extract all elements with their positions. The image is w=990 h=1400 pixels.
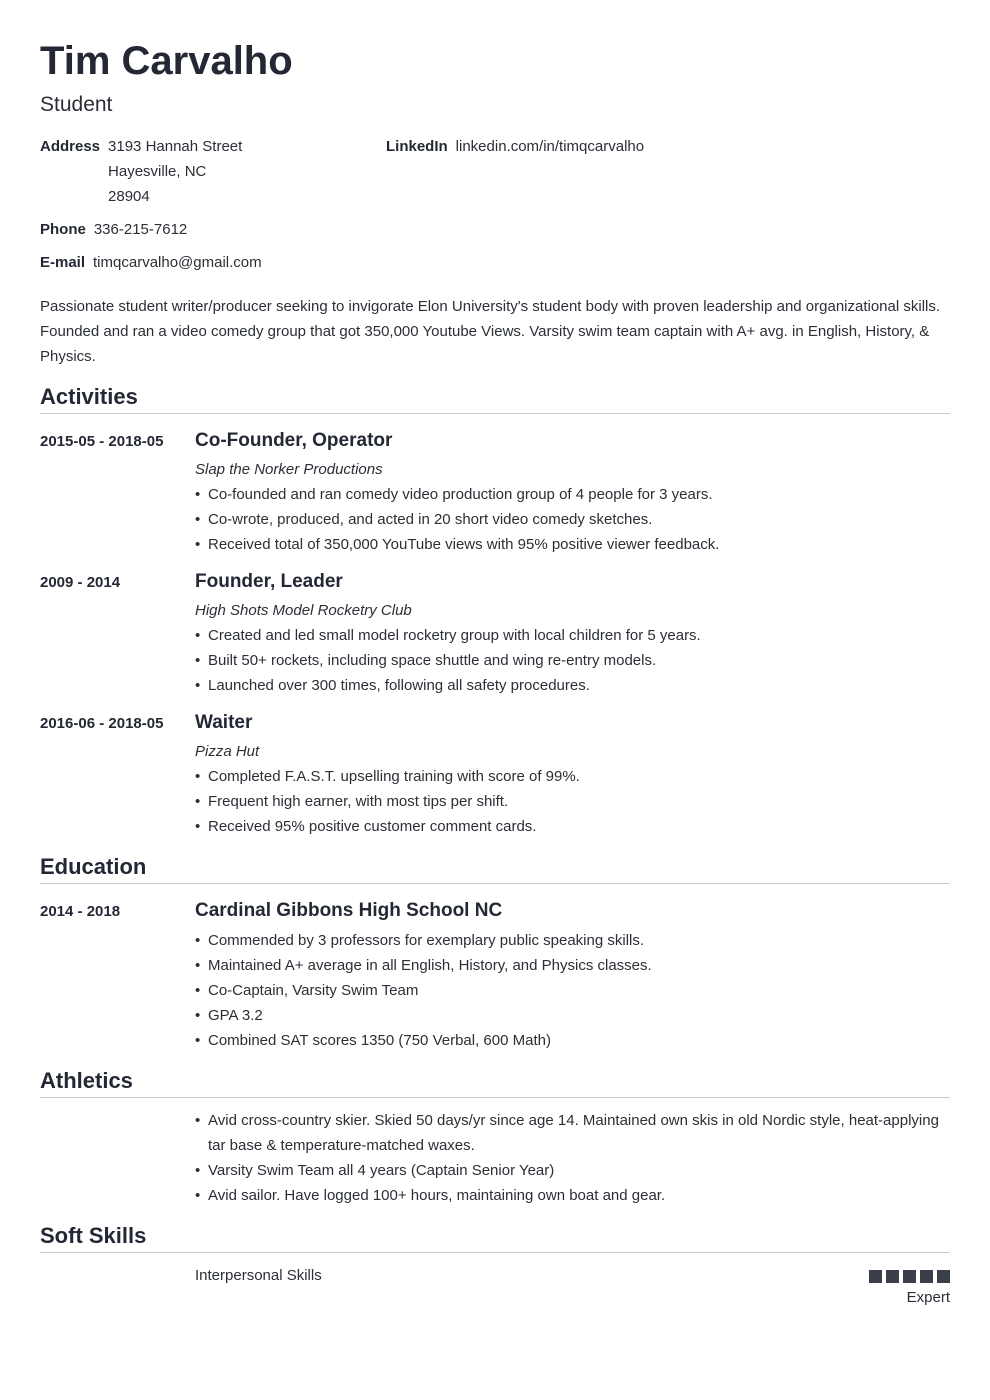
bullet-item: • Varsity Swim Team all 4 years (Captain Senior Year) [195,1158,950,1183]
athletics-entry [40,1108,950,1208]
bullet-item: • Built 50+ rockets, including space shuttle and wing re-entry models. [195,648,950,673]
activity-entry [40,710,950,839]
bullet-list [195,482,950,557]
phone-value: 336-215-7612 [93,221,188,238]
linkedin-row [386,134,644,159]
education-heading: Education [40,853,950,884]
email-row [40,250,262,275]
entry-date: 2014 - 2018 [40,903,121,920]
activities-heading: Activities [40,383,950,414]
bullet-item: • GPA 3.2 [195,1003,950,1028]
entry-date: 2015-05 - 2018-05 [40,433,164,450]
phone-row [40,217,187,242]
bullet-item: • Commended by 3 professors for exemplary public speaking skills. [195,928,950,953]
soft-skills-heading: Soft Skills [40,1222,950,1253]
entry-title: Founder, Leader [195,571,343,592]
address-row [40,134,242,209]
linkedin-link[interactable]: linkedin.com/in/timqcarvalho [455,138,645,155]
bullet-item: • Received 95% positive customer comment cards. [195,814,950,839]
bullet-item: • Combined SAT scores 1350 (750 Verbal, 600 Math) [195,1028,950,1053]
contact-block [40,134,950,274]
rating-square [937,1270,950,1283]
summary-paragraph: Passionate student writer/producer seeking to invigorate Elon University's student body with proven leadership and organizational skills. Founded and ran a video comedy group that got 350,000 Youtube Views. Varsity swim team captain with A+ avg. in English, History, & Physics. [40,298,941,365]
bullet-item: • Avid cross-country skier. Skied 50 days/yr since age 14. Maintained own skis in old Nordic style, heat-applying tar base & temperature-matched waxes. [195,1108,950,1158]
bullet-item: • Maintained A+ average in all English, History, and Physics classes. [195,953,950,978]
entry-date: 2009 - 2014 [40,574,121,591]
bullet-item: • Completed F.A.S.T. upselling training with score of 99%. [195,764,950,789]
candidate-name: Tim Carvalho [40,39,293,83]
entry-organization: High Shots Model Rocketry Club [195,602,412,619]
address-line: Hayesville, NC [108,163,207,180]
rating-square [869,1270,882,1283]
bullet-item: • Received total of 350,000 YouTube views with 95% positive viewer feedback. [195,532,950,557]
rating-square [920,1270,933,1283]
bullet-item: • Launched over 300 times, following all safety procedures. [195,673,950,698]
email-value[interactable]: timqcarvalho@gmail.com [93,254,262,271]
bullet-item: • Co-founded and ran comedy video production group of 4 people for 3 years. [195,482,950,507]
rating-dots [869,1270,950,1283]
athletics-heading: Athletics [40,1067,950,1098]
entry-date: 2016-06 - 2018-05 [40,715,164,732]
address-label: Address [40,138,101,155]
activity-entry [40,569,950,698]
email-label: E-mail [40,254,86,271]
rating-square [903,1270,916,1283]
linkedin-label: LinkedIn [386,138,448,155]
bullet-list [195,764,950,839]
bullet-item: • Co-wrote, produced, and acted in 20 short video comedy sketches. [195,507,950,532]
bullet-item: • Avid sailor. Have logged 100+ hours, maintaining own boat and gear. [195,1183,950,1208]
entry-organization: Pizza Hut [195,743,260,760]
bullet-item: • Frequent high earner, with most tips per shift. [195,789,950,814]
entry-title: Co-Founder, Operator [195,430,393,451]
activity-entry [40,428,950,557]
bullet-item: • Co-Captain, Varsity Swim Team [195,978,950,1003]
skill-row [40,1265,950,1308]
bullet-list [195,928,950,1053]
skill-level: Expert [906,1289,950,1306]
address-line: 3193 Hannah Street [108,138,243,155]
phone-label: Phone [40,221,86,238]
skill-name: Interpersonal Skills [195,1267,322,1284]
skill-rating [869,1265,950,1308]
bullet-list [195,623,950,698]
entry-organization: Slap the Norker Productions [195,461,383,478]
entry-title: Cardinal Gibbons High School NC [195,900,503,921]
address-line: 28904 [108,188,150,205]
rating-square [886,1270,899,1283]
address-lines [108,134,242,209]
education-entry [40,898,950,1053]
candidate-title: Student [40,93,113,116]
bullet-item: • Created and led small model rocketry group with local children for 5 years. [195,623,950,648]
bullet-list [195,1108,950,1208]
entry-title: Waiter [195,712,253,733]
